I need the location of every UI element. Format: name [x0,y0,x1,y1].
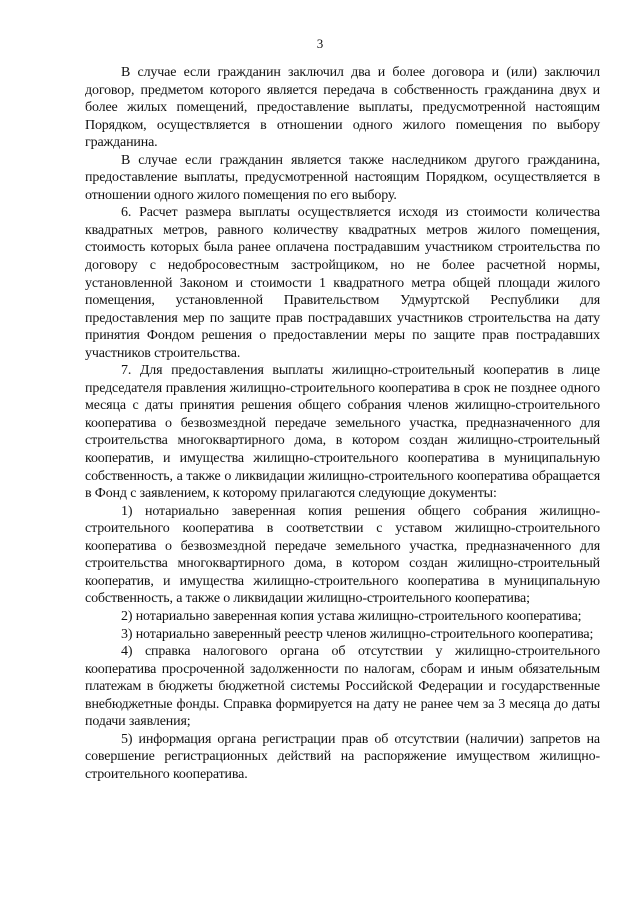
paragraph-7-application: 7. Для предоставления выплаты жилищно-строительный кооператив в лице председателя правления жилищно-строительного кооператива в срок не позднее одного месяца с даты принятия решения общего собрания членов жилищно-строительного кооператива о безвозмездной передаче земельного участка, предназначенного для строительства многоквартирного дома, в котором создан жилищно-строительный кооператив, и имущества жилищно-строительного кооператива в муниципальную собственность, а также о ликвидации жилищно-строительного кооператива обращается в Фонд с заявлением, к которому прилагаются следующие документы: [85,363,600,502]
list-item-5-registration-info: 5) информация органа регистрации прав об отсутствии (наличии) запретов на совершение регистрационных действий на распоряжение имуществом жилищно-строительного кооператива. [85,731,600,782]
document-body [85,64,600,783]
paragraph-6-payment-calculation: 6. Расчет размера выплаты осуществляется исходя из стоимости количества квадратных метров, равного количеству квадратных метров жилого помещения, стоимость которых была ранее оплачена пострадавшим участником строительства по договору с недобросовестным застройщиком, но не более расчетной нормы, установленной Законом и стоимости 1 квадратного метра общей площади жилого помещения, установленной Правительством Удмуртской Республики для предоставления мер по защите прав пострадавших участников строительства на дату принятия Фондом решения о предоставлении меры по защите прав пострадавших участников строительства. [85,205,600,361]
list-item-4-tax-certificate: 4) справка налогового органа об отсутствии у жилищно-строительного кооператива просроченной задолженности по налогам, сборам и иным обязательным платежам в бюджеты бюджетной системы Российской Федерации и государственные внебюджетные фонды. Справка формируется на дату не ранее чем за 3 месяца до даты подачи заявления; [85,644,600,730]
paragraph-heir: В случае если гражданин является также наследником другого гражданина, предоставление выплаты, предусмотренной настоящим Порядком, осуществляется в отношении одного жилого помещения по его выбору. [85,152,600,203]
paragraph-multiple-contracts: В случае если гражданин заключил два и более договора и (или) заключил договор, предметом которого является передача в собственность гражданина двух и более жилых помещений, предоставление выплаты, предусмотренной настоящим Порядком, осуществляется в отношении одного жилого помещения по выбору гражданина. [85,65,600,151]
list-item-3-members-register: 3) нотариально заверенный реестр членов жилищно-строительного кооператива; [121,626,594,642]
list-item-2-charter-copy: 2) нотариально заверенная копия устава жилищно-строительного кооператива; [121,608,582,624]
page-number: 3 [316,36,324,51]
list-item-1-meeting-decision: 1) нотариально заверенная копия решения общего собрания жилищно-строительного кооператива в соответствии с уставом жилищно-строительного кооператива о безвозмездной передаче земельного участка, предназначенного для строительства многоквартирного дома, в котором создан жилищно-строительный кооператив, и имущества жилищно-строительного кооператива в муниципальную собственность, а также о ликвидации жилищно-строительного кооператива; [85,503,600,607]
